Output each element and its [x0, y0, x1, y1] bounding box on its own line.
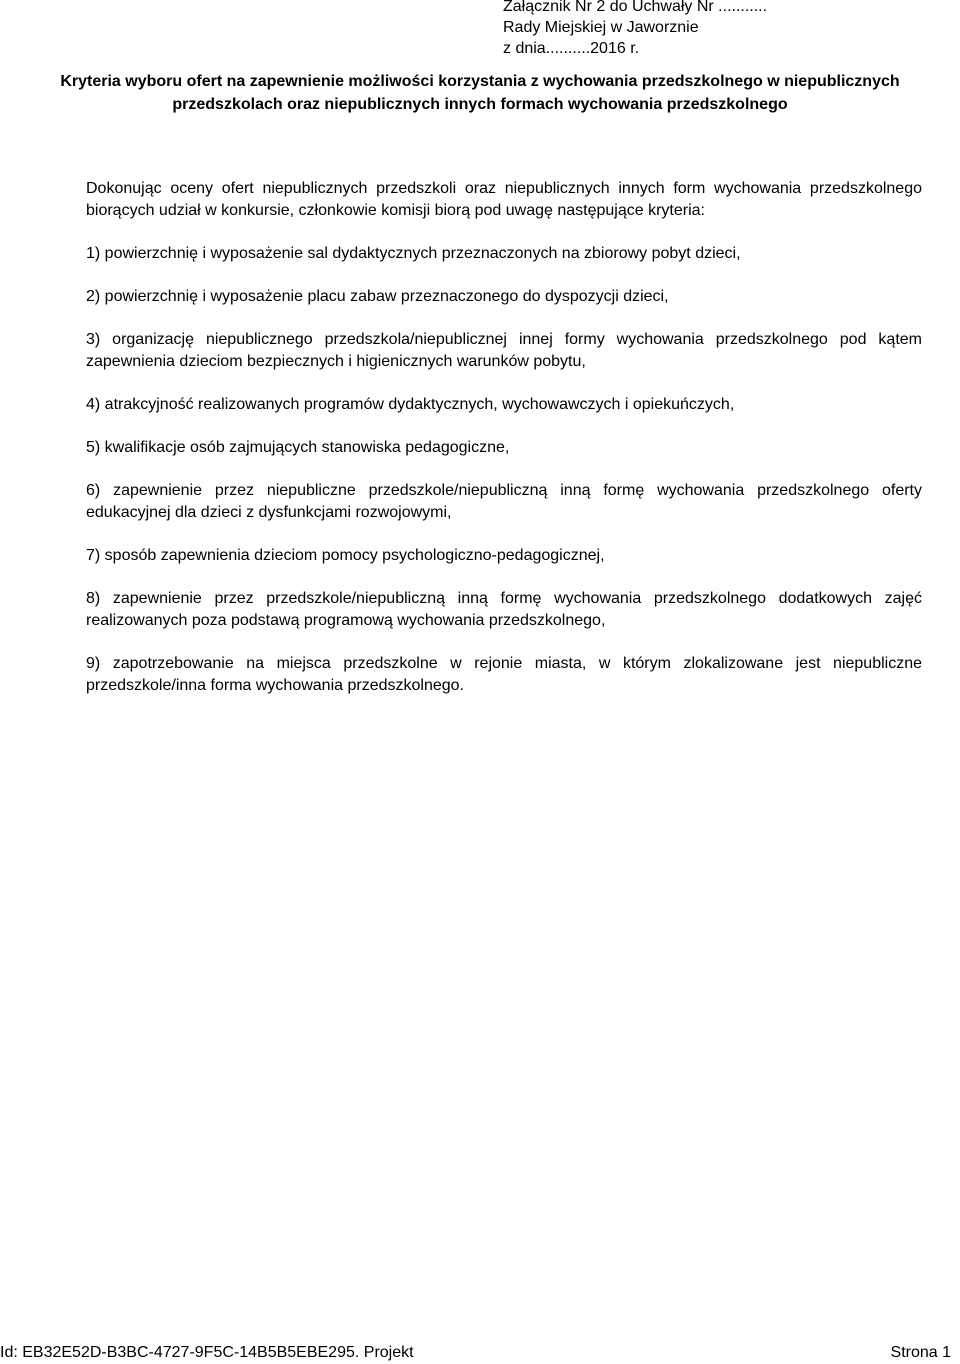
criterion-6: 6) zapewnienie przez niepubliczne przedszkole/niepubliczną inną formę wychowania przedszkolnego oferty edukacyjnej dla dzieci z dysfunkcjami rozwojowymi,	[86, 482, 922, 521]
attachment-number: Załącznik Nr 2 do Uchwały Nr ...........	[503, 0, 768, 15]
criteria-list	[86, 243, 922, 697]
criterion-7: 7) sposób zapewnienia dzieciom pomocy psychologiczno-pedagogicznej,	[86, 547, 605, 564]
council-name: Rady Miejskiej w Jaworznie	[503, 19, 699, 36]
attachment-date: z dnia..........2016 r.	[503, 40, 640, 57]
criterion-9: 9) zapotrzebowanie na miejsca przedszkolne w rejonie miasta, w którym zlokalizowane jest niepubliczne przedszkole/inna forma wychowania przedszkolnego.	[86, 655, 922, 694]
page-number: Strona 1	[890, 1344, 951, 1361]
criterion-2: 2) powierzchnię i wyposażenie placu zabaw przeznaczonego do dyspozycji dzieci,	[86, 288, 669, 305]
criterion-8: 8) zapewnienie przez przedszkole/niepubliczną inną formę wychowania przedszkolnego dodatkowych zajęć realizowanych poza podstawą programową wychowania przedszkolnego,	[86, 590, 922, 629]
attachment-header	[503, 0, 767, 59]
criterion-3: 3) organizację niepublicznego przedszkola/niepublicznej innej formy wychowania przedszkolnego pod kątem zapewnienia dzieciom bezpiecznych i higienicznych warunków pobytu,	[86, 331, 922, 370]
document-title: Kryteria wyboru ofert na zapewnienie możliwości korzystania z wychowania przedszkolnego w niepublicznych przedszkolach oraz niepublicznych innych formach wychowania przedszkolnego	[60, 73, 900, 113]
criterion-4: 4) atrakcyjność realizowanych programów dydaktycznych, wychowawczych i opiekuńczych,	[86, 396, 735, 413]
criterion-1: 1) powierzchnię i wyposażenie sal dydaktycznych przeznaczonych na zbiorowy pobyt dzieci,	[86, 245, 741, 262]
criterion-5: 5) kwalifikacje osób zajmujących stanowiska pedagogiczne,	[86, 439, 510, 456]
document-body	[86, 178, 922, 697]
document-id: Id: EB32E52D-B3BC-4727-9F5C-14B5B5EBE295. Projekt	[0, 1344, 414, 1361]
intro-paragraph: Dokonując oceny ofert niepublicznych przedszkoli oraz niepublicznych innych form wychowania przedszkolnego biorących udział w konkursie, członkowie komisji biorą pod uwagę następujące kryteria:	[86, 180, 922, 219]
